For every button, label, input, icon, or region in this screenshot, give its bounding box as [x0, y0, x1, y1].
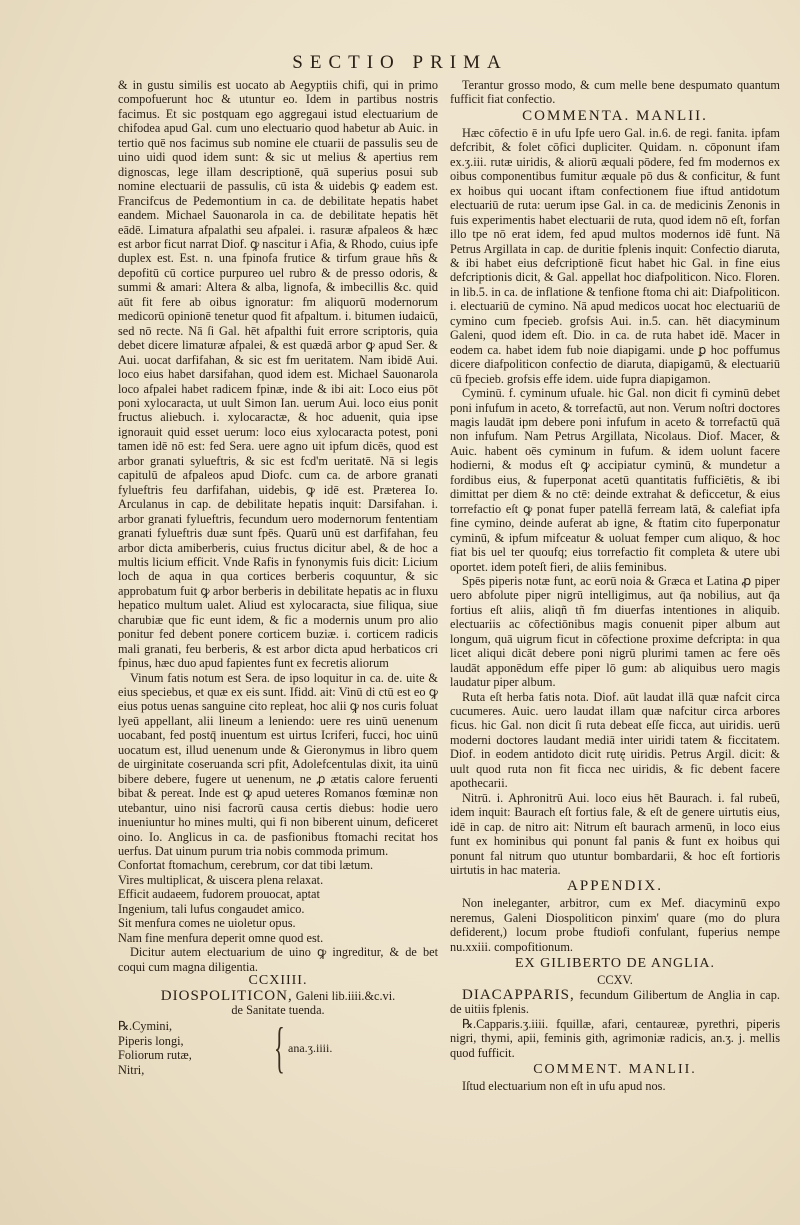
- recipe-item: Nitri,: [118, 1062, 145, 1077]
- appendix-paragraph: Non ineleganter, arbitror, cum ex Mef. diacyminū expo neremus, Galeni Diospoliticon pinxim' quare (mo do plura defiderent,) locum probe ftudiofi confulant, fuperius nempe nu.xxiii. compofitionum.: [450, 896, 780, 954]
- recipe-items: [118, 1019, 268, 1077]
- verse-line: Efficit audaeem, fudorem prouocat, aptat: [118, 887, 320, 902]
- recipe-title-ref: Galeni lib.iiii.&c.vi.: [295, 988, 396, 1003]
- verse-line: Confortat ftomachum, cerebrum, cor dat tibi lætum.: [118, 858, 374, 873]
- diacapparis-title: [450, 988, 780, 1017]
- diacapparis-name: DIACAPPARIS,: [462, 986, 575, 1003]
- commentary-paragraph-2: Cyminū. f. cyminum ufuale. hic Gal. non dicit fi cyminū debet poni infufum in aceto, & torrefactū, aut non. Verum noſtri doctores magis laudāt ipm debere poni infufum in aceto & torrefactū quā non infufum. Nam Petrus Argillata, Nicolaus. Diof. Macer, & Auic. habent oēs cyminum in fufum. & idem uolunt facere hodierni, & modus eſt ꝙ accipiatur cyminū, & mundetur a fordibus eius, & fuperponat acetū quantitatis fufficiētis, & ibi dimittat per diem & no ctē: deinde extrahat & deficcetur, & eius torrefactio eſt ꝙ ponat fuper patellā ferream latā, & calefiat ipfa fine cymino, deinde auferat ab igne, & ftatim cito fuperponatur cyminū, & ipfum mifceatur & uoluat femper cum aliquo, & hoc fiat bis uel ter quoufq; eius torrefactio fit completa & utere ubi oportet. idem poteſt fieri, de aliis feminibus.: [450, 386, 780, 574]
- recipe-title-name: DIOSPOLITICON,: [160, 987, 293, 1004]
- recipe-list: [118, 1017, 438, 1080]
- wine-verse: [118, 858, 438, 945]
- commentary-paragraph-4: Ruta eſt herba fatis nota. Diof. aūt laudat illā quæ nafcit circa cucumeres. Auic. uero laudat illam quæ nafcitur circa arbores ficus. hic Gal. non dicit ſi ruta debeat eſſe ficca, aut uiridis. uerū moderni doctores laudant mediā inter uiridi tatem & ficcitatem. Diof. in eodem antidoto dicit rutę uiridis. Petrus Argil. dicit: & uult quod ruta non fit ficca nec uiridis, & fic debent facere apothecarii.: [450, 689, 780, 791]
- recipe-item: Foliorum rutæ,: [118, 1048, 192, 1063]
- left-paragraph-2: Vinum fatis notum est Sera. de ipso loquitur in ca. de. uite & eius speciebus, et quæ ex eis sunt. Ifidd. ait: Vinū di ctū est eo ꝙ eius potus uenas sanguine cito repleat, hoc alii ꝙ nos curis foluat lyeū appellant, alii lineum a leniendo: uere res uinū uenenum uocabant, fed postq̄ inuentum est uirtus Icriferi, fucci, hoc uinū uocatum est, illud uenenum unde & Gieronymus in libro quem de uirginitate coseruanda scri pfit, Adolefcentulas dixit, ita uinū bibere debere, fugere ut uenenum, ne ꝓ ætatis calore feruenti bibat & pereat. Inde est ꝙ apud ueteres Romanos fœminæ non utebantur, uino nisi facrorū causa certis diebus: hodie uero inueniuntur ho mines multi, qui fi non biberent uinum, deficeret oino. Io. Anglicus in ca. de pasfionibus ftomachi recitat hos uerfus. Dat uinum purum tria nobis commoda primum.: [118, 670, 438, 859]
- verse-line: Sit menfura comes ne uioletur opus.: [118, 916, 296, 931]
- right-paragraph-top: Terantur grosso modo, & cum melle bene despumato quantum fufficit fiat confectio.: [450, 78, 780, 107]
- left-paragraph-3: Dicitur autem electuarium de uino ꝙ ingreditur, & de bet coqui cum magna diligentia.: [118, 945, 438, 974]
- recipe-item: ℞.Cymini,: [118, 1019, 173, 1034]
- brace-icon: {: [274, 1017, 285, 1080]
- comment-manlii-heading: COMMENT. MANLII.: [533, 1062, 697, 1077]
- section-number-214: CCXIIII.: [248, 973, 308, 989]
- page-header: SECTIO PRIMA: [292, 52, 508, 73]
- verse-line: Vires multiplicat, & uiscera plena relaxat.: [118, 872, 324, 887]
- commentary-paragraph-5: Nitrū. i. Aphronitrū Aui. loco eius hēt Baurach. i. fal rubeū, idem inquit: Baurach eſt fortius fale, & eſt de genere uirtutis eius, idē in cap. de nitro ait: Nitrum eſt baurach armenū, in loco eius funt ex hominibus qui ponunt fal panis & funt ex hoibus qui ponunt fal nitrum quo utuntur bombardarii, & hoc eſt fortioris uirtutis in hac materia.: [450, 790, 780, 878]
- closing-line: Iſtud electuarium non eſt in ufu apud nos.: [462, 1079, 666, 1093]
- left-column: [118, 78, 438, 1080]
- commentary-paragraph-3: Spēs piperis notæ funt, ac eorū noia & Græca et Latina ꝓ piper uero abfolute piper nigrū intelligimus, aut q̄a nobilius, aut q̄a fortius eſt aliis, aliqñ tñ fm diuerfas intentiones in aliquib. electuariis ac cōfectiōnibus magis conuenit piper album aut longum, quā uigrum ficut in cōfectione proxime defcripta: in qua licet aliqui dicāt debere poni nigrū plurimi tamen ac fere oēs laudāt apponēdum effe piper lō gum: ab aliquibus uero magis laudatur piper album.: [450, 573, 780, 690]
- diacapparis-recipe: ℞.Capparis.ʒ.iiii. fquillæ, afari, centaureæ, pyrethri, piperis nigri, thymi, apii, feminis gith, agrimoniæ radicis, an.ʒ. j. mellis quod fufficit.: [450, 1016, 780, 1060]
- recipe-item: Piperis longi,: [118, 1033, 184, 1048]
- verse-line: Nam fine menfura deperit omne quod est.: [118, 930, 324, 945]
- diacapparis-source: fecundum Gilibertum de Anglia in cap. de uitiis fplenis.: [450, 987, 780, 1017]
- gilbert-heading: EX GILIBERTO DE ANGLIA.: [515, 956, 715, 972]
- left-paragraph-1: & in gustu similis est uocato ab Aegyptiis chifi, qui in primo compofuerunt hoc & utuntur eo. Idem in partibus nostris facimus. Et sic postquam ego aggregaui istud electuarium de chifodea apud Gal. cum uno electuario quod habetur ab Auic. in tertio quē nos facimus sub nomine ele ctuarii de passulis seu de uino uidi quod idem sunt: & sic ut melius & apertius rem dignoscas, lege illam descriptionē, quā superius posui sub nomine electuarii de passulis, cū ista & uidebis ꝙ eadem est. Francifcus de Pedemontium in ca. de debilitate hepatis habet eandem. Michael Sauonarola in ca. de debilitate hepatis hēt eādē. Limatura afpalathi seu afpalei. i. rasuræ afpaleos & hæc est arbor ficut narrat Diof. ꝙ nascitur i Afia, & Rhodo, cuius ipfe duplex est. Est. n. una fpinofa frutice & tirfum graue hñs & depofitū cū cortice purpureo uel rubro & de presso odoris, & summi & amari: Altera & alba, lignofa, & imbecillis &c. quid aūt fit fere ab oibus ignoratur: fm aliquorū modernorum medicorū opinionē tenetur quod fit afpaltum. i. bitumen iudaicū, sed nō recte. Nā ſi Gal. hēt afpalthi fuit errore scriptoris, quia debet dicere limaturæ afpalei, & est quædā arbor ꝙ apud Ser. & Aui. uocat darfifahan, & sic est fm ueritatem. Nam ibidē Aui. loco eius habet darsifahan, quod idem est. Michael Sauonarola loco afpalei habet radicem fpinæ, inde & ibi ait: Loco eius pōt poni xylocaracta, ut uult Simon Ian. uerum Aui. loco eius ponit fructus aliebuch. i. xylocaractæ, & hoc aduenit, quia ipse ignorauit quid esset uerum: loco eius xylocaracta potest, poni tamen idē nō est: fed Sera. uere agno uit ipfum dicēs, quod est arbor granati sylueftris, & sic est fcd'm ueritatē. Nā si legis capitulū de afpaleos apud Diofc. cum ca. de arbore granati fylueftris feu darfifahan, uidebis, ꝙ idē est. Præterea Io. Arculanus in cap. de debilitate hepatis inquit: Darsifahan. i. arbor granati fylueftris, fecundum uero modernorum fententiam granati fylueftris duæ sunt fpēs. Quarū unū est darfifahan, feu arbor dicta amiberberis, cuius fructus dicitur abel, & de hoc a multis licium efficit. Vnde Rafis in fynonymis fuis dicit: Licium loch de aqua in qua cortices berberis coquuntur, & sic approbatum fuit ꝙ arbor berberis in debilitate hepatis ac in fluxu hepatico multum ualet. Aliud est xylocaracta, siue filiqua, siue charubiæ que fic eunt idem, & fic a modernis unum pro alio ponitur fed debent ponere corticem buziæ. i. corticem radicis mali granati, feu berberis, & est arbor dicta apud herbaticos cri fpinus, hæc duo apud fapientes funt ex fecretis aliorum: [118, 78, 438, 671]
- verse-line: Ingenium, tali lufus congaudet amico.: [118, 901, 305, 916]
- recipe-title: [118, 989, 438, 1003]
- commentary-paragraph-1: Hæc cōfectio ē in ufu Ipfe uero Gal. in.6. de regi. fanita. ipfam defcribit, & folet cōfici dupliciter. Quidam. n. cōponunt ifam ex.ʒ.iii. rutæ uiridis, & aliorū æquali pōdere, fed fm modernos ex oibus componentibus fumitur æquale pō dus & conficitur, & funt ex hoibus qui uocant iftam confectionem fiue iftud antidotum electuariū de ruta: uerum ipse Gal. in ca. de medicinis Zenonis in fuis experimentis habet electuarii de ruta, quod idem nō eſt, forfan illo tpe nō erat idem, fed apud multos modernos idē funt. Nā Petrus Argillata in cap. de duritie fplenis inquit: Confectio diaruta, & ibi habet eius defcriptionē ficut habet hic Gal. in fine eius defcriptionis dicit, & Gal. appellat hoc diafpoliticon. Nico. Floren. in lib.5. in ca. de inflatione & tenfione ftoma chi ait: Diafpoliticon. i. electuariū de cymino. Nā apud medicos uocat hoc electuariū de cymino cum fpecieb. grofsis Aui. in.5. can. hēt diacyminum Galeni, quod idem eſt. Dio. in ca. de ruta habet idē. Macer in eodem ca. habet idem fub noie diapigami. unde ꝑ hoc poffumus dicere diafpoliticon confectio de diaruta, diapigamū, & electuariū cū fpecieb. grofsis effe idem. uide fupra diapigamon.: [450, 125, 780, 386]
- section-number-215: CCXV.: [597, 973, 633, 988]
- commentary-heading: COMMENTA. MANLII.: [522, 107, 708, 124]
- recipe-subtitle: de Sanitate tuenda.: [231, 1003, 325, 1017]
- recipe-dose: ana.ʒ.iiii.: [288, 1041, 333, 1056]
- right-column: [450, 78, 780, 1093]
- appendix-heading: APPENDIX.: [567, 878, 663, 895]
